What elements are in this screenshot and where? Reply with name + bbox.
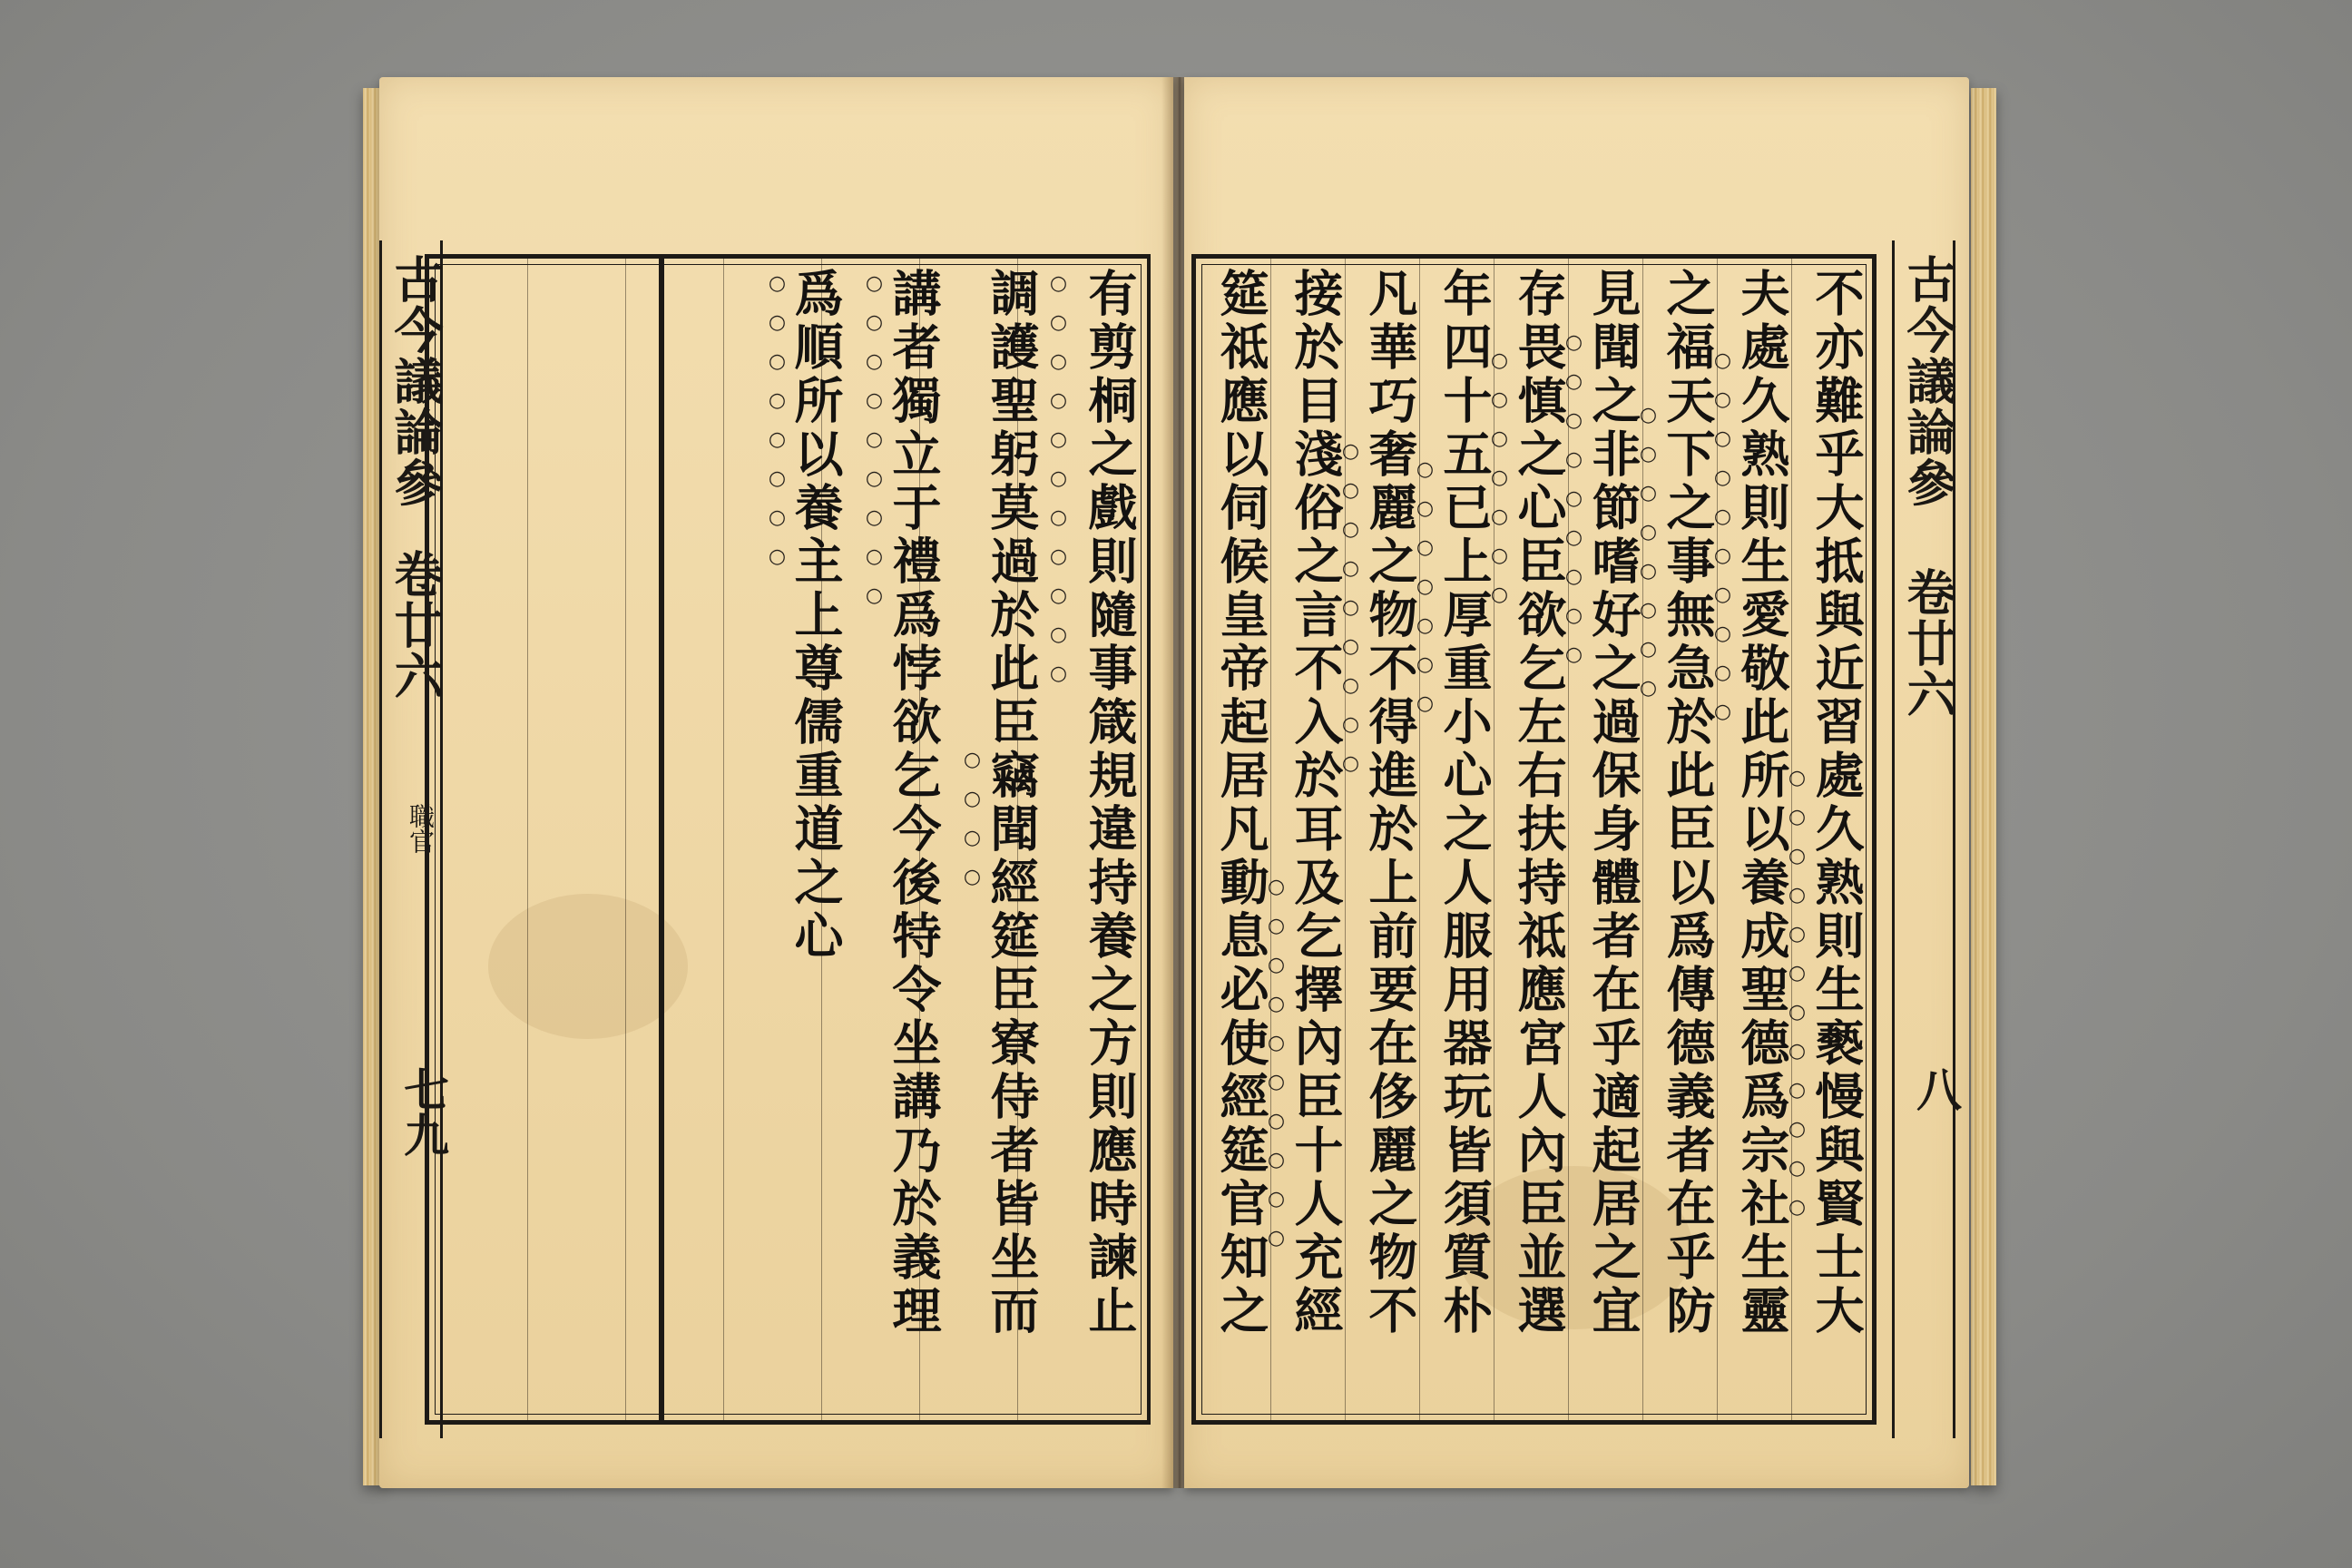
left-page: [379, 77, 1173, 1488]
column-rule: [1419, 259, 1420, 1420]
right-punctuation-marks-6: ○○○○○○○: [1414, 458, 1436, 731]
right-punctuation-marks-7: ○○○○○○○○○: [1339, 440, 1362, 791]
left-punctuation-marks-4: ○○○○○○○○: [766, 272, 789, 584]
left-punctuation-marks-3: ○○○○○○○○○: [863, 272, 886, 623]
right-volume-label: 卷廿六: [1899, 567, 1957, 720]
right-punctuation-marks-4: ○○○○○○○○○: [1563, 331, 1585, 682]
left-section-label: 職官: [406, 803, 436, 854]
right-running-head: 古今議論參: [1899, 254, 1957, 508]
left-text-column-3: 講者獨立于禮爲悖欲乞今後特令坐講乃於義理: [885, 268, 943, 1338]
left-punctuation-marks-2: ○○○○: [961, 749, 984, 905]
column-rule: [625, 259, 626, 1420]
left-volume-label: 卷廿六: [387, 549, 445, 701]
right-text-column-4: 見聞之非節嗜好之過保身體者在乎適起居之宜: [1584, 268, 1642, 1338]
left-text-column-1: 有剪桐之戲則隨事箴規違持養之方則應時諫止: [1081, 268, 1139, 1338]
left-text-column-2: 調護聖躬莫過於此臣竊聞經筵臣寮侍者皆坐而: [983, 268, 1041, 1338]
open-book: [363, 77, 1996, 1497]
right-punctuation-marks-3: ○○○○○○○○: [1637, 404, 1660, 716]
right-text-column-9: 筵祗應以伺候皇帝起居凡動息必使經筵官知之: [1212, 268, 1270, 1338]
right-punctuation-marks-1: ○○○○○○○○○○○○: [1786, 767, 1808, 1235]
right-punctuation-marks-5: ○○○○○○○: [1488, 349, 1511, 622]
left-running-head: 古今議論參: [387, 254, 445, 508]
left-punctuation-marks-1: ○○○○○○○○○○○: [1047, 272, 1070, 701]
right-text-column-8: 接於目淺俗之言不入於耳及乞擇內臣十人充經: [1287, 268, 1345, 1338]
right-page: [1184, 77, 1969, 1488]
right-text-column-7: 凡華巧奢麗之物不得進於上前要在侈麗之物不: [1361, 268, 1419, 1338]
right-folio-number: 八: [1909, 1066, 1963, 1112]
right-text-column-2: 夫處久熟則生愛敬此所以養成聖德爲宗社生靈: [1733, 268, 1791, 1338]
right-text-column-6: 年四十五已上厚重小心之人服用器玩皆須質朴: [1436, 268, 1494, 1338]
column-rule: [1345, 259, 1346, 1420]
right-punctuation-marks-2: ○○○○○○○○○○: [1711, 349, 1734, 740]
column-rule: [723, 259, 724, 1420]
left-blank-divider: [659, 259, 664, 1420]
right-text-column-1: 不亦難乎大抵與近習處久熟則生褻慢與賢士大: [1808, 268, 1866, 1338]
left-text-column-4: 爲順所以養主上尊儒重道之心: [787, 268, 845, 964]
right-page-edges: [1971, 88, 1996, 1485]
column-rule: [527, 259, 528, 1420]
right-punctuation-marks-8: ○○○○○○○○○○: [1265, 876, 1288, 1266]
right-text-column-5: 存畏慎之心臣欲乞左右扶持祗應宮人內臣並選: [1510, 268, 1568, 1338]
right-text-column-3: 之福天下之事無急於此臣以爲傳德義者在乎防: [1659, 268, 1717, 1338]
left-folio-number: 七九: [397, 1066, 450, 1157]
